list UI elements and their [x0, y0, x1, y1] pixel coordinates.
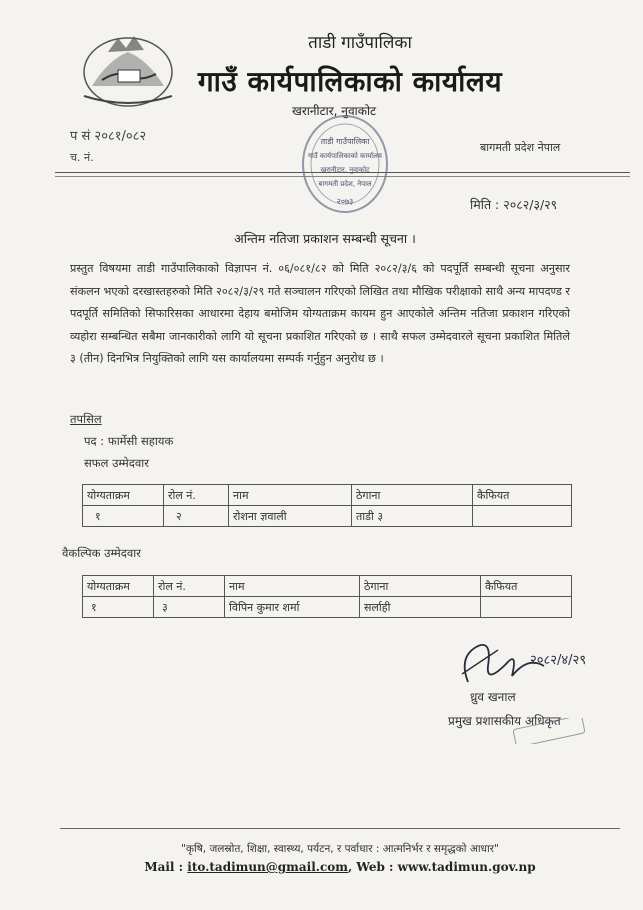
mail-label: Mail :: [144, 860, 184, 874]
seal-line-2: गाउँ कार्यपालिकाको कार्यालय: [308, 152, 382, 160]
notice-body: प्रस्तुत विषयमा ताडी गाउँपालिकाको विज्ञापन नं. ०६/०८१/८२ को मिति २०८२/३/६ को पदपूर्ति सम्बन्धी सूचना अनुसार संकलन भएको दरखास्तहरुको मिति २०८२/३/२९ गते सञ्चालन गरिएको लिखित तथा मौखिक परीक्षाको साथै अन्य मापदण्ड र पदपूर्ति समितिको सिफारिसका आधारमा देहाय बमोजिम योग्यताक्रम कायम हुन आएकोले अन्तिम नतिजा प्रकाशन गरिएको व्यहोरा सम्बन्धित सबैमा जानकारीको लागि यो सूचना प्रकाशित गरिएको छ । साथै सफल उम्मेदवारले सूचना प्रकाशित मितिले ३ (तीन) दिनभित्र नियुक्तिको लागि यस कार्यालयमा सम्पर्क गर्नुहुन अनुरोध छ ।: [70, 262, 570, 365]
office-name: ताडी गाउँपालिका: [308, 33, 412, 53]
signature-icon: [448, 636, 598, 692]
cell-address: ताडी ३: [352, 506, 473, 527]
alternate-label: वैकल्पिक उम्मेदवार: [62, 546, 141, 560]
table-header-row: [83, 485, 572, 506]
col-name: नाम: [229, 485, 352, 506]
email-link[interactable]: ito.tadimun@gmail.com: [187, 860, 348, 874]
cell-address: सर्लाही: [360, 597, 481, 618]
col-name: नाम: [225, 576, 360, 597]
col-rank: योग्यताक्रम: [83, 576, 154, 597]
alternate-candidates-table: [82, 575, 572, 618]
cell-rank: १: [83, 597, 154, 618]
dispatch-number: च. नं.: [70, 151, 94, 164]
notice-title: अन्तिम नतिजा प्रकाशन सम्बन्धी सूचना ।: [234, 231, 416, 246]
table-header-row: [83, 576, 572, 597]
col-roll: रोल नं.: [154, 576, 225, 597]
cell-name: विपिन कुमार शर्मा: [225, 597, 360, 618]
office-seal-icon: [298, 112, 392, 216]
successful-label: सफल उम्मेदवार: [84, 456, 149, 470]
seal-line-3: खरानीटार, नुवाकोट: [320, 166, 370, 174]
col-remarks: कैफियत: [481, 576, 572, 597]
cell-remarks: [481, 597, 572, 618]
seal-line-4: बागमती प्रदेश, नेपाल: [318, 180, 372, 188]
seal-year: २०७३: [336, 197, 354, 206]
table-row: [83, 597, 572, 618]
officer-seal-icon: [510, 718, 590, 744]
cell-roll: ३: [154, 597, 225, 618]
col-roll: रोल नं.: [164, 485, 229, 506]
cell-rank: १: [83, 506, 164, 527]
office-address: खरानीटार, नुवाकोट: [292, 104, 377, 118]
reference-number: प सं २०८१/०८२: [70, 129, 147, 144]
signer-name: ध्रुव खनाल: [470, 690, 516, 704]
successful-candidates-table: [82, 484, 572, 527]
footer-motto: "कृषि, जलस्रोत, शिक्षा, स्वास्थ्य, पर्यटन, र पर्वाधार : आत्मनिर्भर र समृद्धको आधार": [181, 843, 499, 855]
cell-name: रोशना ज्ञवाली: [229, 506, 352, 527]
col-address: ठेगाना: [352, 485, 473, 506]
col-address: ठेगाना: [360, 576, 481, 597]
post-line: पद : फार्मेसी सहायक: [84, 434, 174, 448]
col-remarks: कैफियत: [473, 485, 572, 506]
office-title: गाउँ कार्यपालिकाको कार्यालय: [197, 65, 503, 98]
nepal-emblem-icon: [78, 30, 178, 110]
footer-contact: [60, 860, 620, 874]
signature-date: २०८२/४/२९: [530, 653, 587, 668]
website-link[interactable]: www.tadimun.gov.np: [397, 860, 536, 874]
details-heading: तपसिल: [70, 412, 102, 426]
province-name: बागमती प्रदेश नेपाल: [480, 141, 561, 154]
col-rank: योग्यताक्रम: [83, 485, 164, 506]
cell-roll: २: [164, 506, 229, 527]
signer-title: प्रमुख प्रशासकीय अधिकृत: [448, 714, 561, 728]
issue-date: मिति : २०८२/३/२९: [470, 197, 558, 212]
footer-divider: [60, 828, 620, 829]
table-row: [83, 506, 572, 527]
contact-separator: ,: [347, 860, 353, 874]
web-label: Web :: [356, 860, 394, 874]
seal-line-1: ताडी गाउँपालिका: [320, 137, 370, 146]
cell-remarks: [473, 506, 572, 527]
